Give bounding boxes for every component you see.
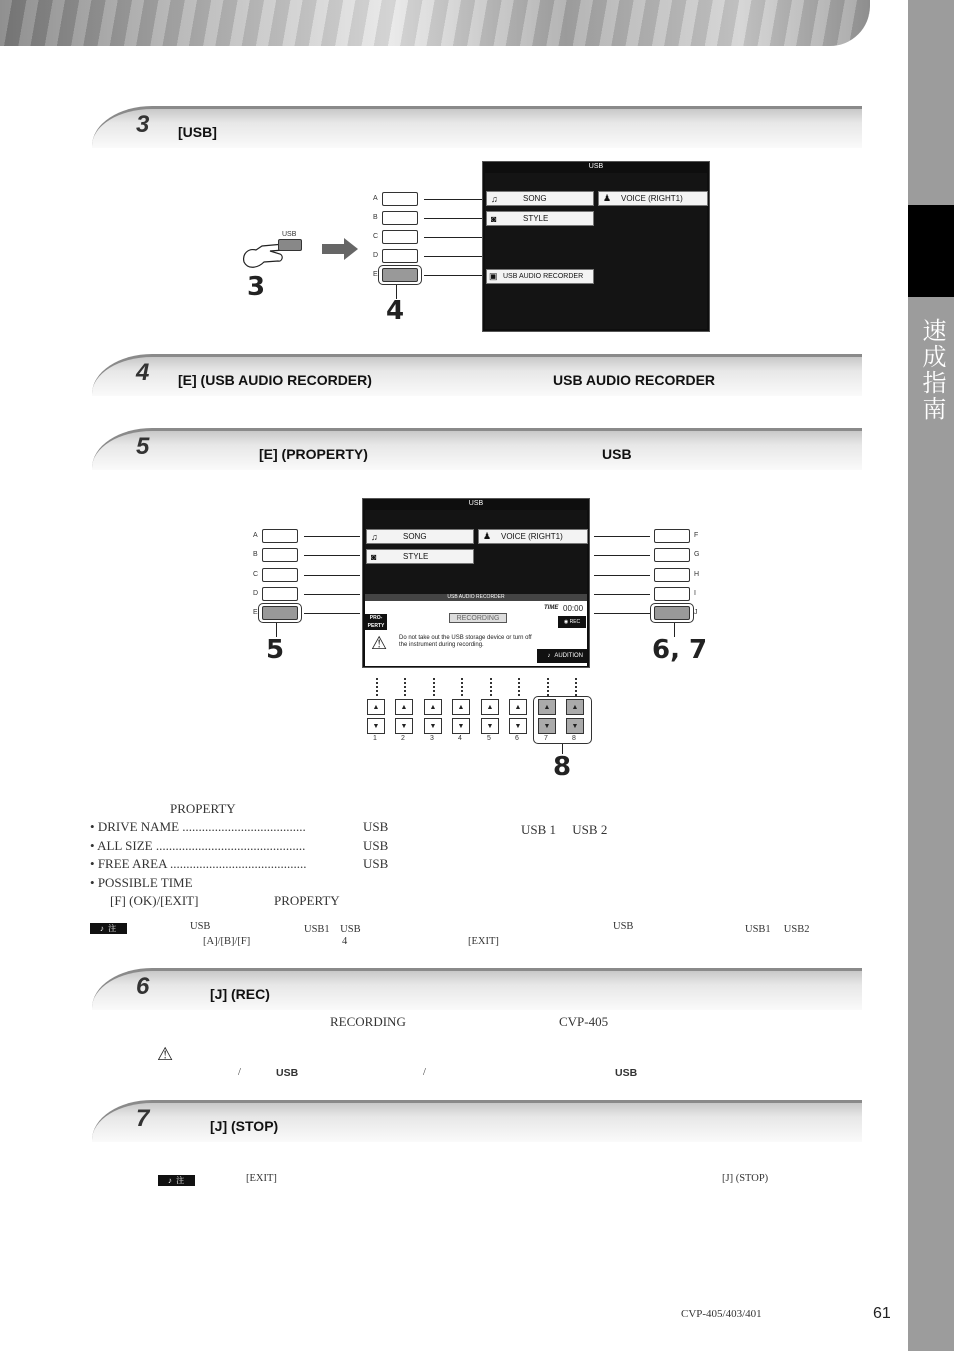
leader-line <box>304 575 360 576</box>
letter-e: E <box>253 609 258 616</box>
callout-5: 5 <box>266 635 285 665</box>
lcd-title: USB <box>468 500 484 507</box>
note-text: USB1 USB2 <box>745 924 810 935</box>
leader-line <box>424 275 482 276</box>
step6-text: CVP-405 <box>559 1014 609 1029</box>
leader-line <box>594 613 650 614</box>
record-icon: ◉ <box>563 619 569 625</box>
property-value: USB <box>363 838 389 853</box>
dial-button-4[interactable]: ▲ ▼ <box>451 699 471 739</box>
lcd-song-label: SONG <box>403 532 427 541</box>
button-h[interactable] <box>654 568 690 582</box>
letter-h: H <box>694 571 700 578</box>
note-text: USB <box>613 921 634 932</box>
leader-line <box>304 536 360 537</box>
hand-press-illustration <box>240 232 306 272</box>
note-icon: ♪ <box>167 1176 173 1185</box>
step-number: 5 <box>136 433 150 460</box>
leader-line <box>424 218 482 219</box>
letter-a: A <box>253 532 258 539</box>
piano-icon: ♟ <box>483 531 492 541</box>
note-text: [A]/[B]/[F] <box>203 936 251 947</box>
lcd-song-label: SONG <box>523 194 547 203</box>
arrow-right-icon <box>322 238 358 265</box>
dial-number: 5 <box>487 735 491 742</box>
caution-text: / <box>423 1067 426 1078</box>
step-label: USB <box>602 446 632 462</box>
letter-a: A <box>373 195 378 202</box>
step-number: 3 <box>136 111 150 138</box>
property-close-label: PROPERTY <box>274 893 340 908</box>
step-label: [USB] <box>178 124 217 140</box>
property-extra: USB 1 USB 2 <box>521 822 608 837</box>
highlight-ring <box>650 603 694 623</box>
lcd-voice-button[interactable] <box>598 191 708 206</box>
leader-line <box>304 613 360 614</box>
lcd-song-button[interactable] <box>366 529 474 544</box>
header-banner <box>0 0 870 46</box>
note-text: 4 <box>342 936 348 947</box>
lcd-song-button[interactable] <box>486 191 594 206</box>
dial-number: 6 <box>515 735 519 742</box>
dotted-line <box>376 678 378 696</box>
property-close-keys: [F] (OK)/[EXIT] <box>110 893 199 908</box>
callout-8: 8 <box>553 752 572 782</box>
step-label: [E] (USB AUDIO RECORDER) <box>178 372 372 388</box>
recording-status: RECORDING <box>449 613 507 623</box>
audition-icon: ♪ <box>547 653 551 659</box>
usb-panel-button[interactable] <box>278 239 302 251</box>
lcd-style-label: STYLE <box>523 214 549 223</box>
dotted-line <box>404 678 406 696</box>
usb-panel-label: USB <box>282 231 297 238</box>
dotted-line <box>518 678 520 696</box>
rec-button[interactable] <box>558 616 586 628</box>
letter-d: D <box>373 252 379 259</box>
letter-c: C <box>253 571 259 578</box>
dotted-line <box>490 678 492 696</box>
piano-icon: ♟ <box>603 193 612 203</box>
step-label: [E] (PROPERTY) <box>259 446 368 462</box>
dial-number: 2 <box>401 735 405 742</box>
step6-text: RECORDING <box>330 1014 406 1029</box>
step-4-bar <box>92 354 862 396</box>
property-item-free-area: • FREE AREA .......................................... <box>90 856 307 871</box>
recorder-icon: ▣ <box>489 271 498 281</box>
property-item-all-size: • ALL SIZE .............................................. <box>90 838 306 853</box>
music-note-icon: ♫ <box>371 531 378 542</box>
letter-d: D <box>253 590 259 597</box>
drum-icon: ◙ <box>491 213 497 224</box>
button-d[interactable] <box>262 587 298 601</box>
dial-number: 3 <box>430 735 434 742</box>
dotted-line <box>433 678 435 696</box>
time-label: TIME <box>544 605 559 611</box>
letter-g: G <box>694 551 700 558</box>
property-button[interactable]: PRO-PERTY <box>365 614 387 630</box>
dotted-line <box>547 678 549 696</box>
property-item-drive-name: • DRIVE NAME ...................................... <box>90 819 306 834</box>
page-number: 61 <box>873 1305 891 1322</box>
button-b[interactable] <box>382 211 418 225</box>
note-icon: ♪ <box>99 924 105 933</box>
warning-icon: ⚠ <box>371 633 388 653</box>
sidebar-title: 速成指南 <box>918 318 946 422</box>
caution-text: / <box>238 1067 241 1078</box>
drum-icon: ◙ <box>371 551 377 562</box>
leader-line <box>594 555 650 556</box>
note-badge: ♪ 注 <box>158 1175 195 1186</box>
button-g[interactable] <box>654 548 690 562</box>
lcd-title: USB <box>588 163 604 170</box>
lcd-voice-label: VOICE (RIGHT1) <box>621 194 683 203</box>
lcd-screen-recorder <box>362 498 590 668</box>
dial-button-2[interactable]: ▲ ▼ <box>394 699 414 739</box>
leader-line <box>304 555 360 556</box>
warning-text: Do not take out the USB storage device or turn off the instrument during recording. <box>399 635 532 648</box>
step-label: [J] (STOP) <box>210 1118 279 1134</box>
step-7-bar <box>92 1100 862 1142</box>
note-text: [EXIT] <box>468 936 499 947</box>
property-value: USB <box>363 856 389 871</box>
dial-button-1[interactable]: ▲ ▼ <box>366 699 386 739</box>
note-badge: ♪ 注 <box>90 923 127 934</box>
letter-c: C <box>373 233 379 240</box>
step-label: USB AUDIO RECORDER <box>553 372 716 388</box>
letter-j: J <box>694 609 698 616</box>
lcd-voice-label: VOICE (RIGHT1) <box>501 532 563 541</box>
button-i[interactable] <box>654 587 690 601</box>
button-a[interactable] <box>382 192 418 206</box>
letter-i: I <box>694 590 696 597</box>
highlight-ring <box>378 265 422 285</box>
caution-text: USB <box>276 1067 299 1079</box>
step-5-bar <box>92 428 862 470</box>
sidebar-tab <box>908 205 954 297</box>
dial-button-6[interactable]: ▲ ▼ <box>508 699 528 739</box>
lcd-recorder-label: USB AUDIO RECORDER <box>503 273 584 280</box>
button-c[interactable] <box>262 568 298 582</box>
footer-model: CVP-405/403/401 <box>681 1308 762 1320</box>
property-item-possible-time: • POSSIBLE TIME <box>90 875 193 890</box>
caution-icon: ⚠ <box>157 1044 174 1064</box>
button-f[interactable] <box>654 529 690 543</box>
lcd-style-label: STYLE <box>403 552 429 561</box>
lcd-voice-button[interactable] <box>478 529 588 544</box>
letter-e: E <box>373 271 378 278</box>
callout-3: 3 <box>247 272 266 302</box>
letter-f: F <box>694 532 699 539</box>
recorder-panel-title: USB AUDIO RECORDER <box>365 594 587 601</box>
letter-b: B <box>373 214 378 221</box>
section-sidebar <box>908 0 954 1351</box>
dial-number: 1 <box>373 735 377 742</box>
lcd-screen-usb <box>482 161 710 332</box>
step-number: 7 <box>136 1105 150 1132</box>
dial-button-7[interactable]: ▲ ▼ <box>537 699 557 739</box>
dial-button-5[interactable]: ▲ ▼ <box>480 699 500 739</box>
button-d[interactable] <box>382 249 418 263</box>
leader-line <box>424 256 482 257</box>
dotted-line <box>575 678 577 696</box>
leader-line <box>424 237 482 238</box>
property-value: USB <box>363 819 389 834</box>
note-text: USB <box>190 921 211 932</box>
step-label: [J] (REC) <box>210 986 270 1002</box>
caution-text: USB <box>615 1067 638 1079</box>
callout-4: 4 <box>386 296 405 326</box>
lcd-style-button[interactable] <box>486 211 594 226</box>
dial-button-8[interactable]: ▲ ▼ <box>565 699 585 739</box>
recorder-panel <box>365 594 587 666</box>
rec-label: REC <box>569 619 581 625</box>
step-number: 6 <box>136 973 150 1000</box>
leader-line <box>424 199 482 200</box>
leader-line <box>594 594 650 595</box>
dial-button-3[interactable]: ▲ ▼ <box>423 699 443 739</box>
dial-number: 7 <box>544 735 548 742</box>
button-a[interactable] <box>262 529 298 543</box>
step-6-bar <box>92 968 862 1010</box>
button-b[interactable] <box>262 548 298 562</box>
step-number: 4 <box>136 359 150 386</box>
dial-number: 8 <box>572 735 576 742</box>
note-text: USB1 USB <box>304 924 361 935</box>
lcd-style-button[interactable] <box>366 549 474 564</box>
time-value: 00:00 <box>563 604 584 613</box>
leader-line <box>594 575 650 576</box>
leader-line <box>594 536 650 537</box>
audition-button[interactable] <box>537 649 587 663</box>
audition-label: AUDITION <box>554 653 583 659</box>
property-heading: PROPERTY <box>170 801 236 816</box>
callout-6-7: 6, 7 <box>652 635 708 665</box>
note-text: [J] (STOP) <box>722 1173 769 1184</box>
leader-line <box>304 594 360 595</box>
letter-b: B <box>253 551 258 558</box>
dotted-line <box>461 678 463 696</box>
button-c[interactable] <box>382 230 418 244</box>
music-note-icon: ♫ <box>491 193 498 204</box>
dial-number: 4 <box>458 735 462 742</box>
step-3-bar <box>92 106 862 148</box>
hand-icon <box>240 232 306 272</box>
lcd-usb-audio-recorder-button[interactable] <box>486 269 594 284</box>
highlight-ring <box>258 603 302 623</box>
note-text: [EXIT] <box>246 1173 277 1184</box>
